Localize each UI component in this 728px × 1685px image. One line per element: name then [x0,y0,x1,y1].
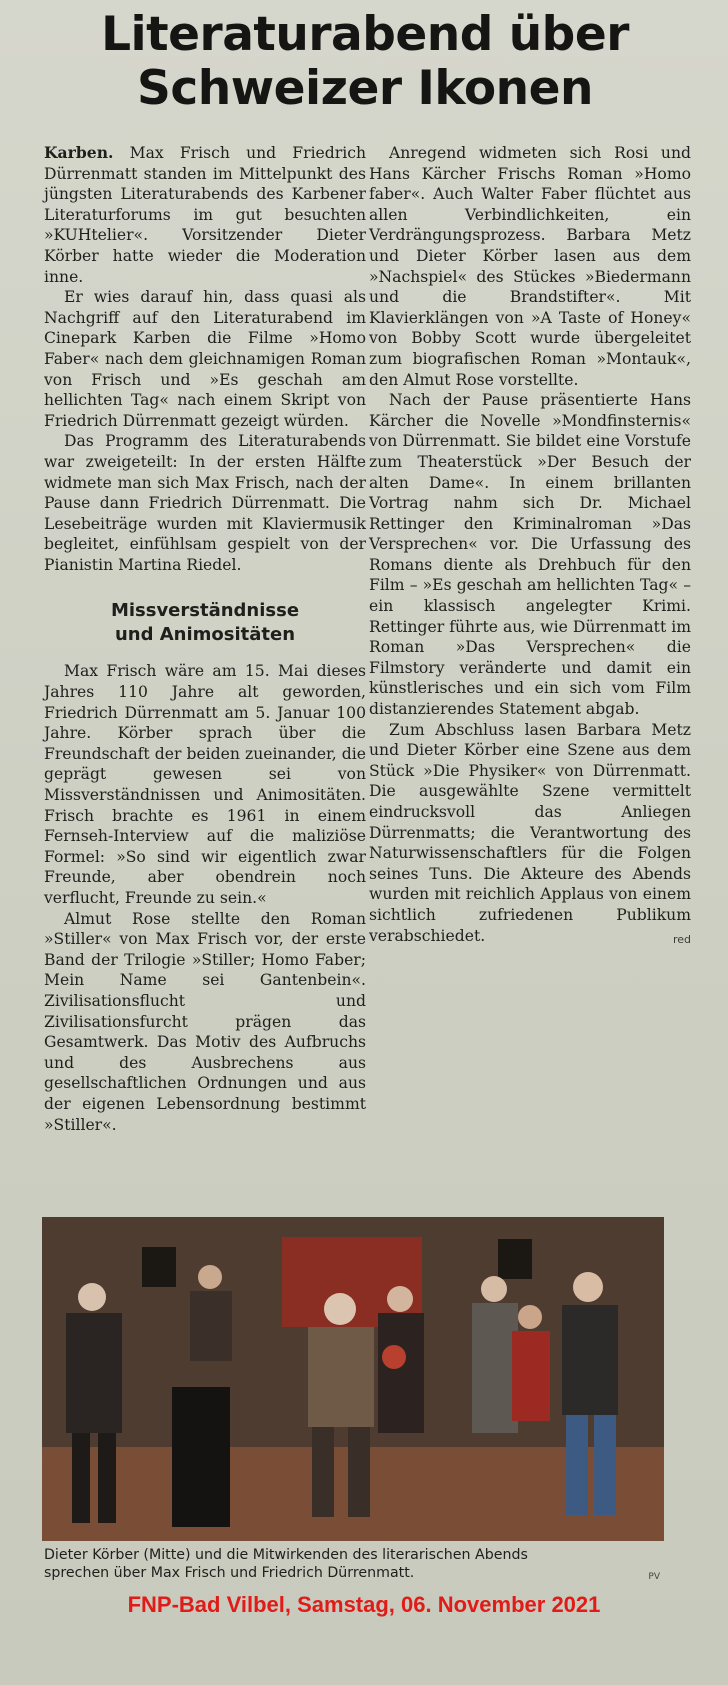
dateline: Karben. [44,143,114,162]
photo-credit: PV [648,1572,660,1582]
paragraph-1 [44,143,366,287]
article-headline [40,8,690,116]
author-tag: red [672,932,691,946]
photo-speaker-right [498,1239,532,1279]
headline-line-1: Literaturabend über [101,7,629,62]
paragraph-7: Nach der Pause präsentierte Hans Kärcher die Novelle »Mondfinsternis« von Dürrenmatt. Sie bildet eine Vorstufe zum Theaterstück »Der Besuch der alten Dame«. In einem brillanten Vortrag nahm sich Dr. Michael Rettinger den Kriminalroman »Das Versprechen« vor. Die Urfassung des Romans diente als Drehbuch für den Film – »Es geschah am hellichten Tag« – ein klassisch angelegter Krimi. Rettinger führte aus, wie Dürrenmatt im Roman »Das Versprechen« die Filmstory veränderte und damit ein künstlerisches und ein sich vom Film distanzierendes Statement abgab. [369,391,691,719]
subheading [44,599,366,647]
subheading-line-1: Missverständnisse [110,600,300,622]
paragraph-5: Almut Rose stellte den Roman »Stiller« von Max Frisch vor, der erste Band der Trilogie »Stiller; Homo Faber; Mein Name sei Gantenbein«. Zivilisationsflucht und Zivilisationsfurcht prägen das Gesamtwerk. Das Motiv des Aufbruchs und des Ausbrechens aus gesellschaftlichen Ordnungen und aus der eigenen Lebensordnung bestimmt »Stiller«. [44,909,366,1134]
paragraph-4: Max Frisch wäre am 15. Mai dieses Jahres 110 Jahre alt geworden, Friedrich Dürrenmatt am 5. Januar 100 Jahre. Körber sprach über die Freundschaft der beiden zueinander, die geprägt gewesen sei von Missverständnissen und Animositäten. Frisch brachte es 1961 in einem Fernseh-Interview auf die maliziöse Formel: »So sind wir eigentlich zwar Freunde, aber obendrein noch verflucht, Freunde zu sein.« [44,662,366,907]
paragraph-2: Er wies darauf hin, dass quasi als Nachgriff auf den Literaturabend im Cinepark Karben die Filme »Homo Faber« nach dem gleichnamigen Roman von Frisch und »Es geschah am hellichten Tag« nach einem Skript von Friedrich Dürrenmatt gezeigt würden. [44,288,366,430]
photo-lectern [172,1387,230,1527]
paragraph-1-text: Max Frisch und Friedrich Dürrenmatt standen im Mittelpunkt des jüngsten Literaturabends des Karbener Literaturforums im gut besuchten »KUHtelier«. Vorsitzender Dieter Körber hatte wieder die Moderation inne. [44,144,366,286]
paragraph-6: Anregend widmeten sich Rosi und Hans Kärcher Frischs Roman »Homo faber«. Auch Walter Faber flüchtet aus allen Verbindlichkeiten, ein Verdrängungsprozess. Barbara Metz und Dieter Körber lasen aus dem »Nachspiel« des Stückes »Biedermann und die Brandstifter«. Mit Klavierklängen von »A Taste of Honey« von Bobby Scott wurde übergeleitet zum biografischen Roman »Montauk«, den Almut Rose vorstellte. [369,144,691,389]
paragraph-8 [369,720,691,947]
article-column-right [369,143,691,950]
event-photo [42,1217,664,1541]
source-footer: FNP-Bad Vilbel, Samstag, 06. November 2021 [127,1592,601,1617]
caption-line-1: Dieter Körber (Mitte) und die Mitwirkenden des literarischen Abends [44,1547,528,1563]
subheading-line-2: und Animositäten [114,624,296,646]
paragraph-8-text: Zum Abschluss lasen Barbara Metz und Dieter Körber eine Szene aus dem Stück »Die Physiker« von Dürrenmatt. Die ausgewählte Szene vermittelt eindrucksvoll das Anliegen Dürrenmatts; die Verantwortung des Naturwissenschaftlers für die Folgen seines Tuns. Die Akteure des Abends wurden mit reichlich Applaus von einem sichtlich zufriedenen Publikum verabschiedet. [369,720,691,945]
photo-speaker-left [142,1247,176,1287]
paragraph-3: Das Programm des Literaturabends war zweigeteilt: In der ersten Hälfte widmete man sich Max Frisch, nach der Pause dann Friedrich Dürrenmatt. Die Lesebeiträge wurden mit Klaviermusik begleitet, einfühlsam gespielt von der Pianistin Martina Riedel. [44,432,366,574]
headline-line-2: Schweizer Ikonen [137,61,593,116]
article-column-left [44,143,366,1135]
photo-caption [44,1546,666,1582]
event-photo-illustration [42,1217,664,1541]
caption-line-2: sprechen über Max Frisch und Friedrich Dürrenmatt. [44,1565,415,1581]
